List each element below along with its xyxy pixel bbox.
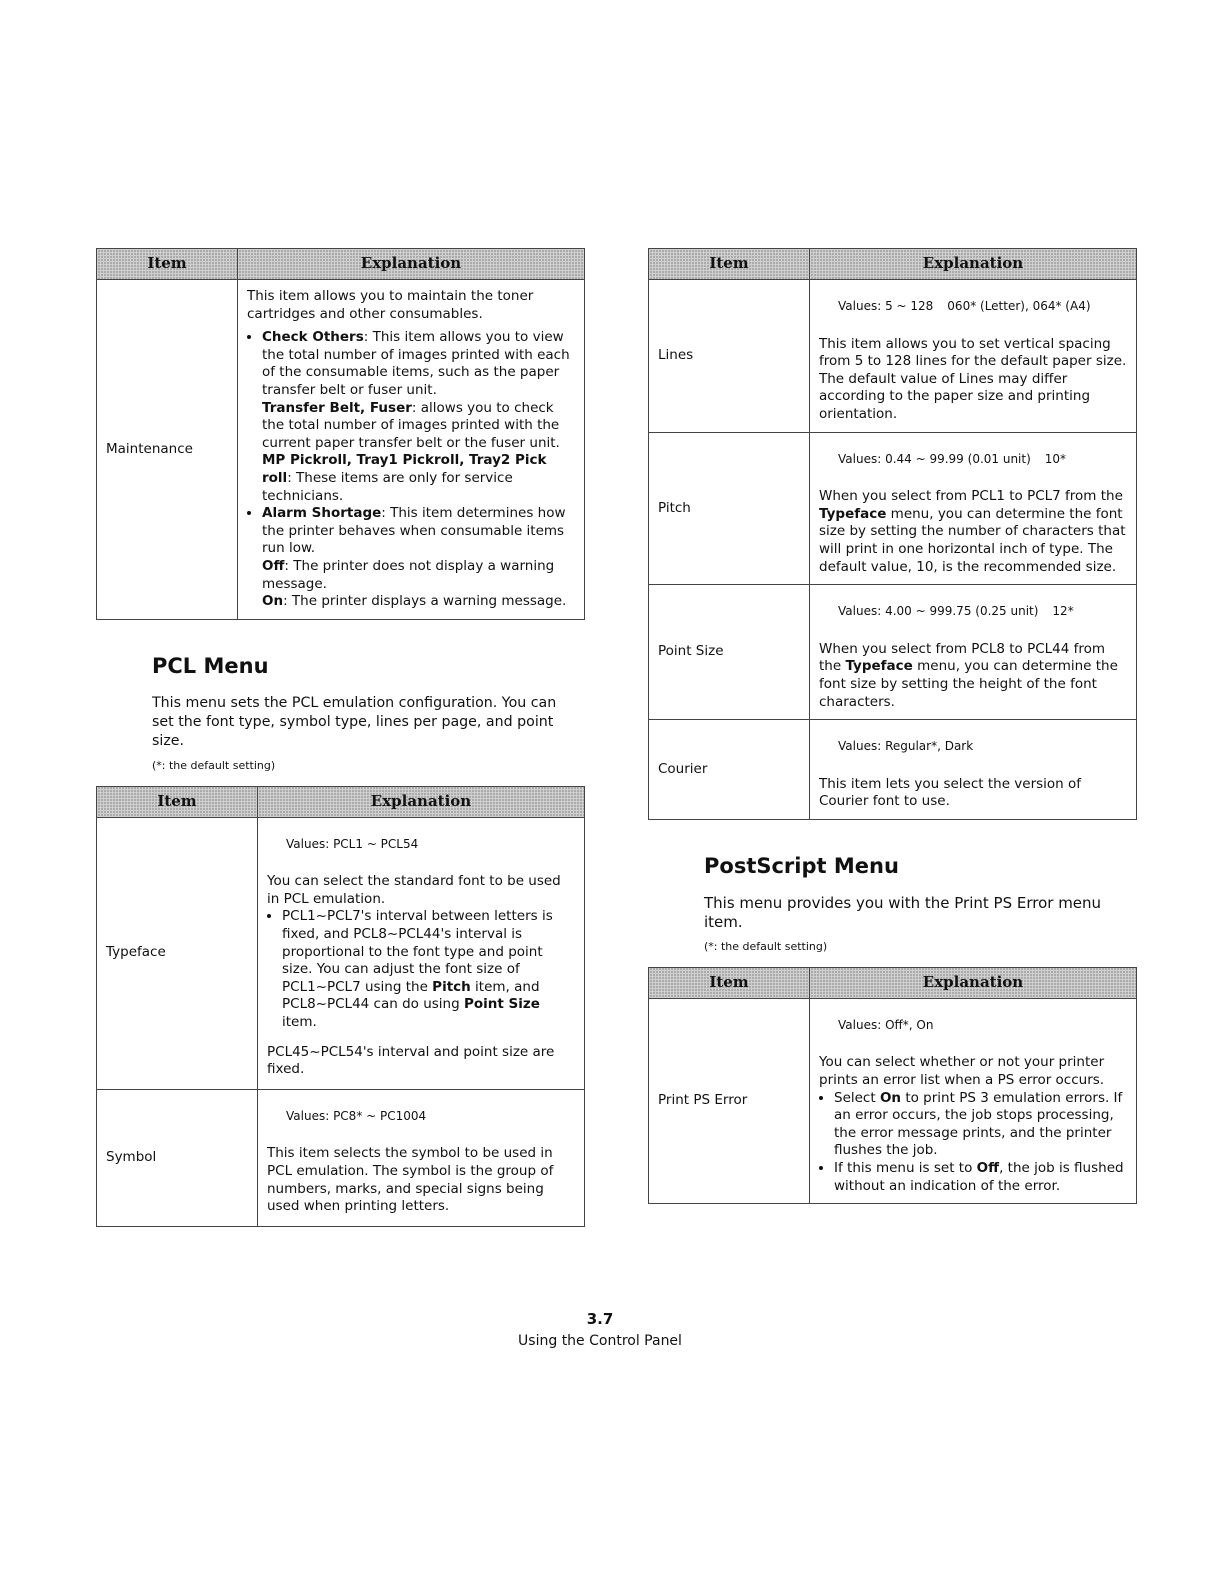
transfer-text: : allows you to check the total number of images printed with the current paper transfer belt or the fuser unit. [262,399,560,451]
on-label: On [879,1089,902,1106]
alarm-text: : This item determines how the printer behaves when consumable items run low. [262,505,566,557]
item-cell: Print PS Error [649,998,810,1203]
check-others-label: Check Others [262,329,364,346]
values-line: Values: Regular*, Dark [838,739,974,754]
values-line: Values: Off*, On [838,1017,934,1032]
table-row [649,585,1137,720]
lines-text: This item allows you to set vertical spacing from 5 to 128 lines for the default paper size. The default value of Lines may differ according to the paper size and printing orientation. [819,335,1127,422]
explanation-header: Explanation [238,249,585,280]
default-note: (*: the default setting) [704,939,828,953]
values-line [838,603,1127,621]
item-cell: Typeface [97,817,258,1089]
right-column [648,248,1137,1204]
section-title: PCL Menu [152,653,269,678]
print-ps-error-list [819,1090,1127,1196]
typeface-text: You can select the standard font to be used in PCL emulation. [267,873,561,907]
explanation-header: Explanation [258,786,585,817]
item-header: Item [97,786,258,817]
values-line: Values: PCL1 ~ PCL54 [286,836,419,851]
values-range: Values: 5 ~ 128 [838,299,934,313]
values-default: 060* (Letter), 064* (A4) [947,299,1091,313]
transfer-label: Transfer Belt, Fuser [262,399,412,416]
item-header: Item [649,249,810,280]
alarm-label: Alarm Shortage [262,505,382,522]
explanation-header: Explanation [810,967,1137,998]
explanation-cell [238,280,585,620]
print-ps-error-text: You can select whether or not your printer prints an error list when a PS error occurs. [819,1054,1105,1089]
page-number: 3.7 [586,1310,614,1328]
table-row [97,280,585,620]
check-others-text: : This item allows you to view the total number of images printed with each of the consumable items, such as the paper transfer belt or fuser unit. [262,329,570,398]
maintenance-list [247,329,575,611]
pickroll-text: : These items are only for service technicians. [262,469,513,504]
list-item [262,505,575,611]
postscript-section [648,854,1137,953]
values-default: 10* [1044,451,1067,466]
list-item [262,329,575,505]
item-cell: Pitch [649,432,810,585]
maintenance-table [96,248,585,620]
explanation-cell [258,817,585,1089]
bullet-text: , the job is flushed without an indication of the error. [834,1160,1124,1194]
pitch-label: Pitch [432,978,471,995]
item-cell: Lines [649,280,810,433]
point-size-text-b: menu, you can determine the font size by setting the height of the font characters. [819,658,1118,710]
table-row [97,817,585,1089]
footer-section-title: Using the Control Panel [518,1333,682,1349]
on-text: : The printer displays a warning message. [283,593,567,610]
postscript-table [648,967,1137,1204]
explanation-cell [258,1089,585,1226]
list-item [834,1160,1127,1195]
default-note: (*: the default setting) [152,758,276,772]
table-row [97,1089,585,1226]
left-column [96,248,585,1227]
table-row [649,280,1137,433]
explanation-cell [810,585,1137,720]
off-label: Off [262,557,285,574]
values-line [838,451,1127,469]
page-footer [0,1308,1200,1352]
maintenance-intro: This item allows you to maintain the toner cartridges and other consumables. [247,288,534,322]
item-cell: Symbol [97,1089,258,1226]
section-intro: This menu provides you with the Print PS Error menu item. [704,893,1102,931]
list-item [834,1090,1127,1160]
point-size-label: Point Size [463,996,540,1013]
explanation-cell [810,998,1137,1203]
courier-text: This item lets you select the version of Courier font to use. [819,775,1082,810]
item-cell: Courier [649,720,810,820]
item-cell: Point Size [649,585,810,720]
typeface-text-2: PCL45~PCL54's interval and point size are fixed. [267,1043,555,1078]
bullet-text: Select [834,1089,880,1106]
symbol-text: This item selects the symbol to be used in PCL emulation. The symbol is the group of numbers, marks, and special signs being used when printing letters. [267,1145,554,1215]
pcl-table-continued [648,248,1137,820]
item-header: Item [97,249,238,280]
table-row [649,998,1137,1203]
item-cell: Maintenance [97,280,238,620]
typeface-bullet-b: item, and PCL8~PCL44 can do using [282,978,540,1013]
typeface-bullet-a: PCL1~PCL7's interval between letters is fixed, and PCL8~PCL44's interval is proportional to the font type and point size. You can adjust the font size of PCL1~PCL7 using the [282,908,553,995]
values-line [838,298,1127,316]
bullet-text: If this menu is set to [834,1160,977,1177]
pitch-text-a: When you select from PCL1 to PCL7 from the [819,488,1123,505]
pcl-table [96,786,585,1227]
values-line: Values: PC8* ~ PC1004 [286,1108,427,1123]
explanation-cell [810,432,1137,585]
pitch-text-b: menu, you can determine the font size by setting the number of characters that will print in one horizontal inch of type. The default value, 10, is the recommended size. [819,505,1126,575]
list-item [282,908,575,1031]
off-text: : The printer does not display a warning message. [262,557,555,592]
values-default: 12* [1052,604,1074,619]
on-label: On [262,593,284,610]
explanation-cell [810,280,1137,433]
typeface-list [267,908,575,1031]
section-title: PostScript Menu [704,853,899,878]
table-row [649,720,1137,820]
typeface-label: Typeface [819,505,887,522]
values-range: Values: 0.44 ~ 99.99 (0.01 unit) [838,451,1031,466]
values-range: Values: 4.00 ~ 999.75 (0.25 unit) [838,604,1039,619]
typeface-label: Typeface [845,658,913,675]
explanation-header: Explanation [810,249,1137,280]
section-intro: This menu sets the PCL emulation configuration. You can set the font type, symbol type, lines per page, and point size. [152,694,557,749]
table-row [649,432,1137,585]
item-header: Item [649,967,810,998]
pcl-section [96,654,585,772]
explanation-cell [810,720,1137,820]
off-label: Off [976,1160,1000,1177]
pickroll-label: MP Pickroll, Tray1 Pickroll, Tray2 Pick roll [262,452,547,486]
point-size-text-a: When you select from PCL8 to PCL44 from the [819,640,1106,675]
bullet-text: to print PS 3 emulation errors. If an error occurs, the job stops processing, the error message prints, and the printer flushes the job. [834,1089,1123,1159]
typeface-bullet-c: item. [282,1014,317,1031]
